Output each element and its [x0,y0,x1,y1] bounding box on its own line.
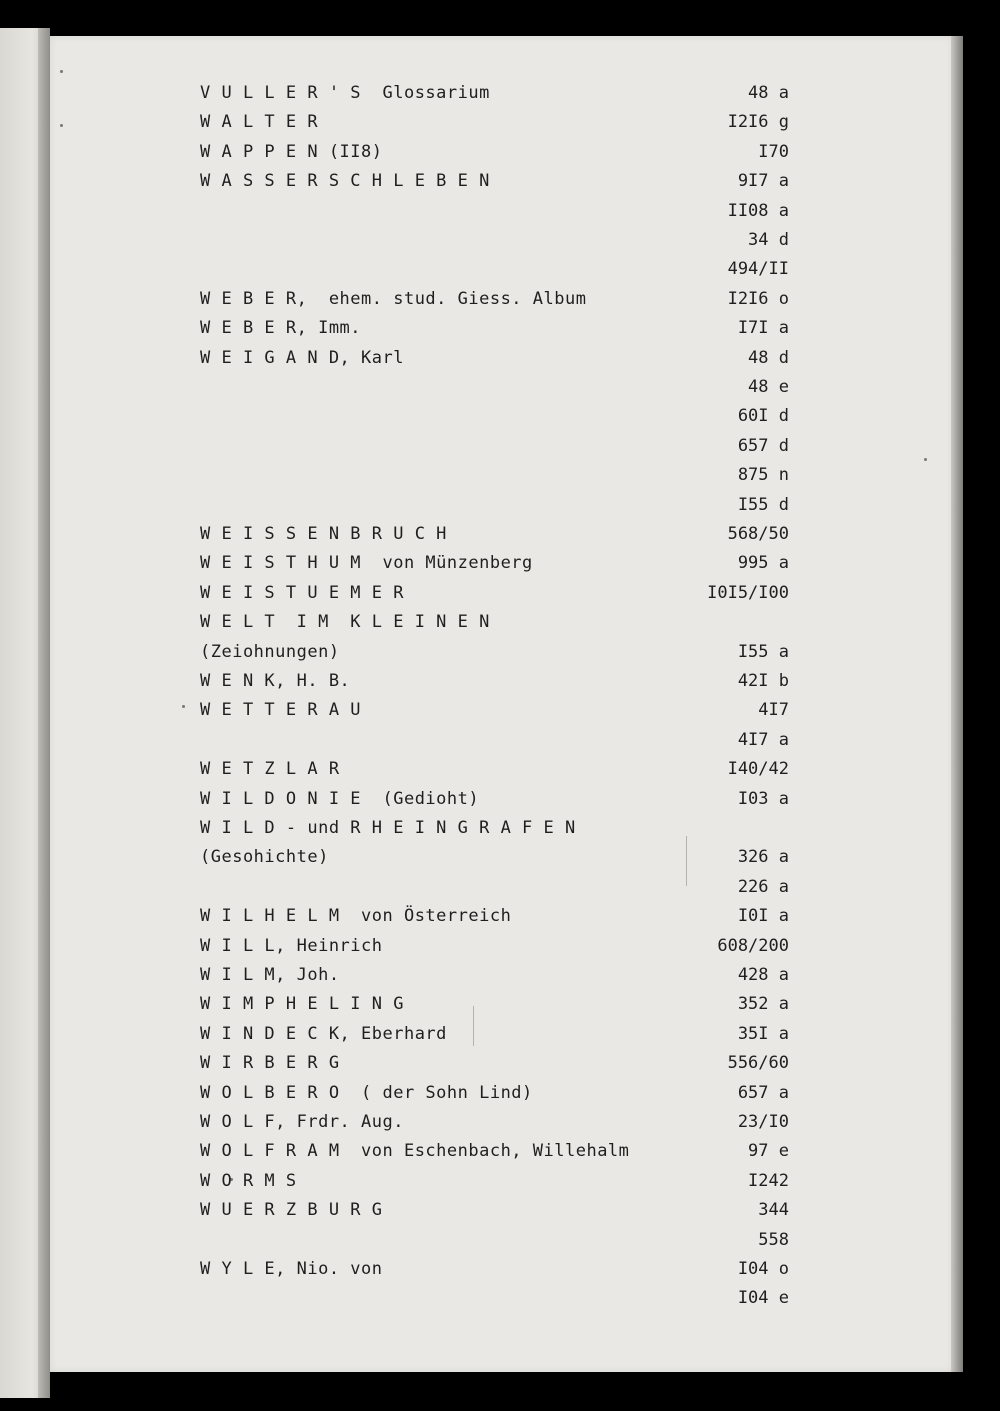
index-entry [50,138,953,166]
entry-name: W E B E R, ehem. stud. Giess. Album [200,288,587,309]
index-entry [50,726,953,754]
index-entry [50,344,953,372]
index-entry [50,873,953,901]
entry-name: (Zeiohnungen) [200,641,340,662]
entry-name: W A P P E N (II8) [200,141,383,162]
entry-name: W E I S T U E M E R [200,582,404,603]
entry-name: W I N D E C K, Eberhard [200,1023,447,1044]
entry-name: W I R B E R G [200,1053,340,1074]
entry-reference: 428 a [737,965,789,985]
index-entry [50,990,953,1018]
index-entry [50,226,953,254]
index-entry [50,608,953,636]
entry-name: W O L B E R O ( der Sohn Lind) [200,1082,533,1103]
entry-reference: 9I7 a [737,171,789,192]
index-entry [50,314,953,342]
entry-reference: 60I d [737,406,789,427]
index-entry [50,549,953,577]
entry-reference: 42I b [737,671,789,691]
entry-reference: 995 a [737,553,789,574]
index-entry [50,520,953,548]
entry-reference: 226 a [737,876,789,897]
entry-name: W O R M S [200,1170,297,1191]
entry-reference: 34 d [748,230,789,250]
index-entry [50,667,953,695]
entry-reference: 4I7 [758,700,789,721]
entry-reference: 558 [758,1229,789,1250]
entry-reference: 48 e [748,377,789,397]
entry-reference: I40/42 [727,759,789,780]
entry-reference: I03 a [737,788,789,809]
entry-name: W O L F, Frdr. Aug. [200,1112,404,1132]
entry-name: W A S S E R S C H L E B E N [200,171,490,192]
entry-name: W E I S S E N B R U C H [200,524,447,544]
entry-reference: I7I a [737,318,789,339]
entry-name: W I L D O N I E (Gedioht) [200,788,480,809]
index-entry [50,843,953,871]
entry-name: W U E R Z B U R G [200,1200,383,1221]
entry-name: W E T T E R A U [200,700,362,721]
entry-name: W O L F R A M von Eschenbach, Willehalm [200,1141,630,1162]
entry-name: V U L L E R ' S Glossarium [200,83,490,103]
index-entry [50,1108,953,1136]
entry-reference: 48 d [748,347,789,368]
index-entry [50,1049,953,1077]
entry-reference: 568/50 [727,524,789,544]
entry-name: W I L M, Joh. [200,965,340,985]
index-page [50,36,953,1372]
entry-reference: I04 e [737,1288,789,1309]
entry-reference: I242 [748,1170,789,1191]
entry-reference: I0I5/I00 [707,582,789,603]
entry-name: W E N K, H. B. [200,671,351,691]
entry-name: W E T Z L A R [200,759,340,780]
entry-reference: 4I7 a [737,729,789,750]
entry-name: W E L T I M K L E I N E N [200,612,490,633]
entry-reference: 344 [758,1200,789,1221]
index-entry [50,108,953,136]
entry-reference: I04 o [737,1259,789,1279]
entry-reference: 23/I0 [737,1112,789,1132]
entry-name: W I L L, Heinrich [200,935,383,956]
entry-reference: 657 a [737,1082,789,1103]
index-entry [50,1255,953,1283]
entry-name: W E I S T H U M von Münzenberg [200,553,533,574]
index-entry [50,638,953,666]
entry-reference: 97 e [748,1141,789,1162]
index-entry [50,579,953,607]
entry-reference: 875 n [737,465,789,486]
index-entry [50,696,953,724]
entry-reference: I70 [758,141,789,162]
page-right-edge [951,36,963,1372]
entry-name: W E I G A N D, Karl [200,347,404,368]
index-entry [50,432,953,460]
entry-reference: I2I6 g [727,112,789,133]
entry-reference: I2I6 o [727,288,789,309]
index-entry [50,814,953,842]
entry-name: W A L T E R [200,112,319,133]
index-entries [50,36,953,1372]
index-entry [50,373,953,401]
entry-reference: 608/200 [717,935,789,956]
entry-reference: 48 a [748,83,789,103]
index-entry [50,1167,953,1195]
index-entry [50,461,953,489]
index-entry [50,402,953,430]
index-entry [50,197,953,225]
entry-reference: 494/II [727,259,789,280]
entry-reference: II08 a [727,200,789,221]
index-entry [50,1020,953,1048]
entry-reference: 35I a [737,1023,789,1044]
entry-name: (Gesohichte) [200,847,329,868]
index-entry [50,1196,953,1224]
index-entry [50,285,953,313]
entry-name: W Y L E, Nio. von [200,1259,383,1279]
index-entry [50,785,953,813]
entry-reference: 556/60 [727,1053,789,1074]
entry-name: W I M P H E L I N G [200,994,404,1015]
entry-name: W E B E R, Imm. [200,318,362,339]
index-entry [50,1137,953,1165]
entry-name: W I L D - und R H E I N G R A F E N [200,818,576,838]
entry-reference: 352 a [737,994,789,1015]
index-entry [50,932,953,960]
left-page-edge [38,28,50,1398]
entry-name: W I L H E L M von Österreich [200,906,512,927]
entry-reference: I55 d [737,494,789,515]
index-entry [50,255,953,283]
entry-reference: I0I a [737,906,789,927]
entry-reference: I55 a [737,641,789,662]
index-entry [50,755,953,783]
index-entry [50,167,953,195]
index-entry [50,491,953,519]
index-entry [50,1226,953,1254]
index-entry [50,902,953,930]
entry-reference: 657 d [737,435,789,456]
index-entry [50,961,953,989]
entry-reference: 326 a [737,847,789,868]
index-entry [50,1284,953,1312]
index-entry [50,1079,953,1107]
index-entry [50,79,953,107]
